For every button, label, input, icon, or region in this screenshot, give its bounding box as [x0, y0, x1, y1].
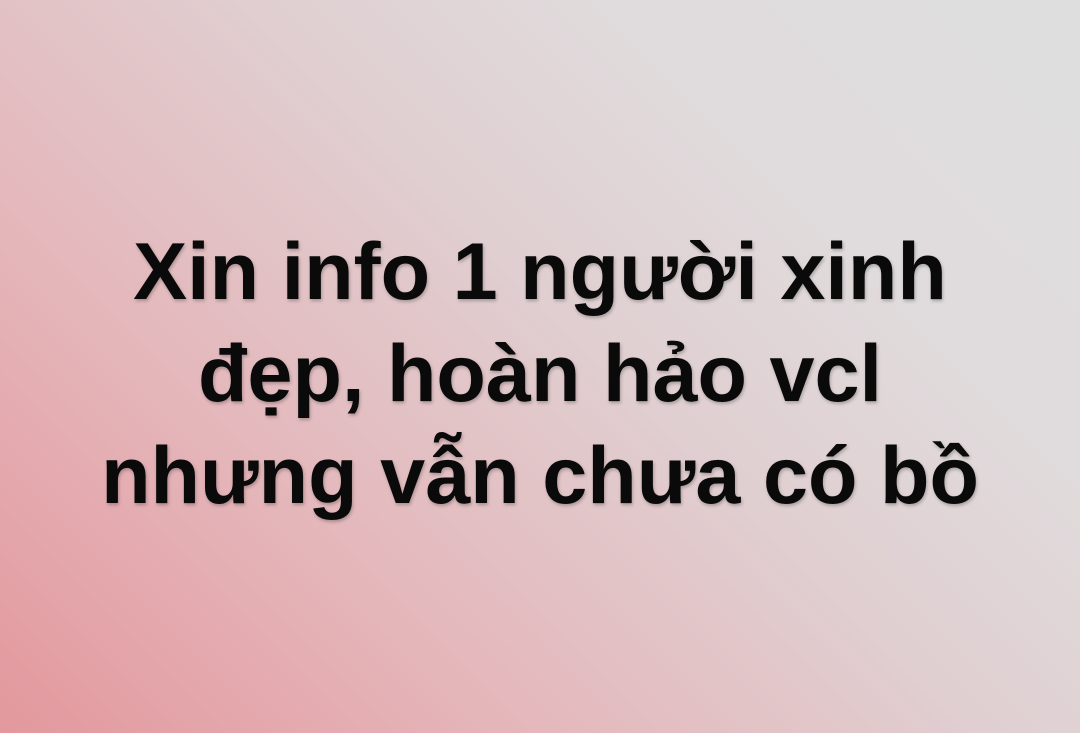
- post-text-line-1: Xin info 1 người xinh: [133, 226, 947, 317]
- post-text-line-2: đẹp, hoàn hảo vcl: [197, 328, 883, 419]
- post-text-line-3: nhưng vẫn chưa có bồ: [101, 430, 979, 521]
- post-text: [101, 221, 979, 527]
